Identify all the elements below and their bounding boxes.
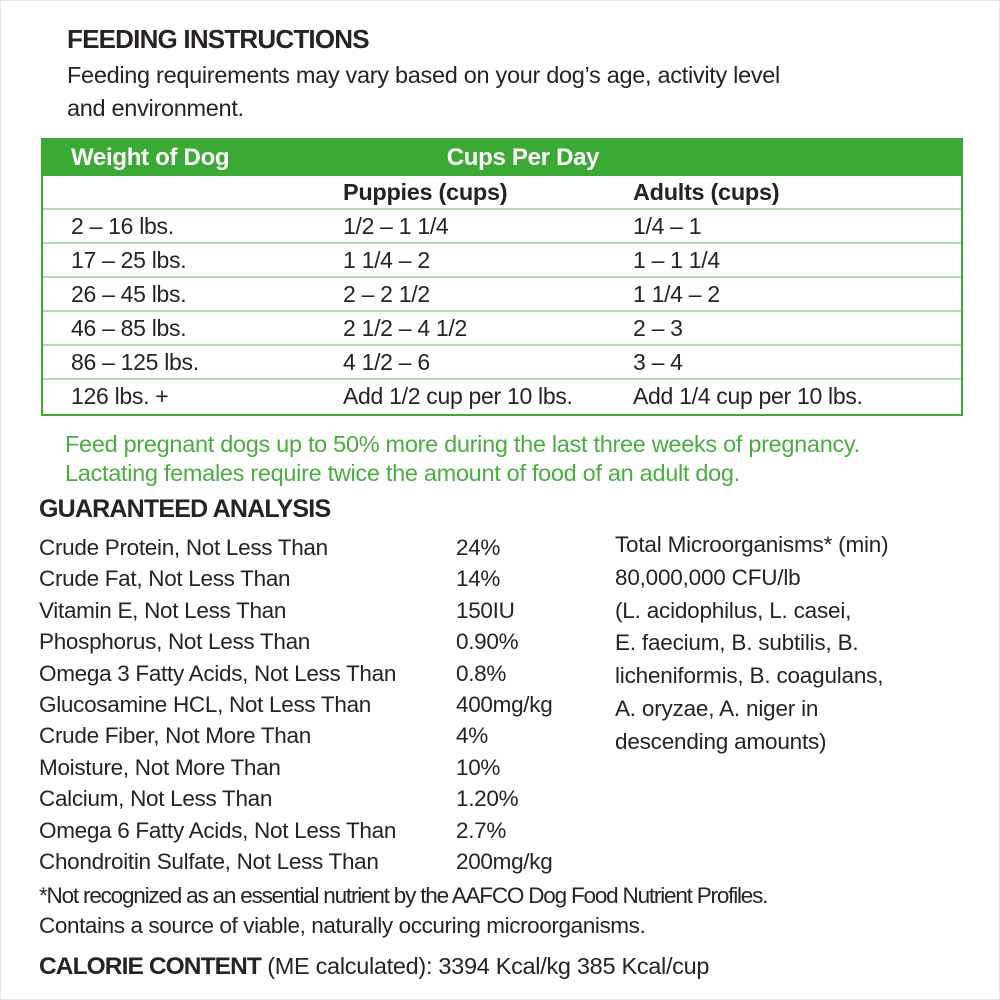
intro-line-2: and environment. [67,95,244,121]
adults-cell: 1/4 – 1 [633,213,702,239]
analysis-label: Crude Fiber, Not More Than [39,723,311,749]
puppies-column-header: Puppies (cups) [343,179,508,205]
analysis-row [39,752,609,783]
analysis-value: 200mg/kg [456,848,553,874]
puppies-cell: 2 1/2 – 4 1/2 [343,315,467,341]
analysis-label: Crude Fat, Not Less Than [39,566,291,592]
microorganisms-line: licheniformis, B. coagulans, [615,663,884,689]
feeding-instructions-title: FEEDING INSTRUCTIONS [67,24,369,54]
analysis-value: 0.90% [456,629,519,655]
puppies-cell: 1 1/4 – 2 [343,247,430,273]
microorganisms-line: E. faecium, B. subtilis, B. [615,630,859,656]
weight-cell: 46 – 85 lbs. [71,315,187,341]
pregnancy-note [65,430,860,487]
analysis-row [39,815,609,846]
weight-cell: 17 – 25 lbs. [71,247,187,273]
analysis-label: Glucosamine HCL, Not Less Than [39,691,371,717]
adults-cell: 2 – 3 [633,315,683,341]
analysis-value: 2.7% [456,817,507,843]
puppies-cell: Add 1/2 cup per 10 lbs. [343,383,573,409]
microorganisms-line: 80,000,000 CFU/lb [615,564,801,590]
calorie-content [39,953,709,981]
intro-line-1: Feeding requirements may vary based on your dog’s age, activity level [67,62,780,88]
analysis-label: Calcium, Not Less Than [39,786,273,812]
weight-cell: 2 – 16 lbs. [71,213,174,239]
feeding-table-subheader [43,176,961,210]
analysis-row [39,595,609,626]
analysis-row [39,658,609,689]
analysis-row [39,532,609,563]
analysis-row [39,783,609,814]
analysis-row [39,626,609,657]
table-row [43,278,961,312]
table-row [43,244,961,278]
analysis-row [39,563,609,594]
microorganisms-line: Total Microorganisms* (min) [615,532,889,557]
microorganisms-line: (L. acidophilus, L. casei, [615,597,852,623]
analysis-label: Moisture, Not More Than [39,754,281,780]
puppies-cell: 2 – 2 1/2 [343,281,430,307]
analysis-row [39,846,609,877]
table-row [43,312,961,346]
microorganisms-line: descending amounts) [615,728,827,754]
pregnancy-note-line-2: Lactating females require twice the amount of food of an adult dog. [65,459,740,486]
weight-cell: 126 lbs. + [71,383,169,409]
adults-cell: 3 – 4 [633,349,683,375]
guaranteed-analysis-list [39,532,609,877]
footnote-line-2: Contains a source of viable, naturally occuring microorganisms. [39,913,646,938]
analysis-value: 10% [456,754,501,780]
analysis-row [39,720,609,751]
weight-cell: 86 – 125 lbs. [71,349,199,375]
calorie-content-title: CALORIE CONTENT [39,953,261,980]
analysis-value: 0.8% [456,660,507,686]
analysis-label: Phosphorus, Not Less Than [39,629,311,655]
calorie-content-detail: (ME calculated): 3394 Kcal/kg 385 Kcal/cup [260,953,710,979]
adults-column-header: Adults (cups) [633,179,780,205]
guaranteed-analysis-title: GUARANTEED ANALYSIS [39,495,331,523]
pregnancy-note-line-1: Feed pregnant dogs up to 50% more during the last three weeks of pregnancy. [65,431,860,457]
analysis-row [39,689,609,720]
analysis-label: Chondroitin Sulfate, Not Less Than [39,848,379,874]
adults-cell: 1 – 1 1/4 [633,247,720,273]
weight-of-dog-header: Weight of Dog [71,144,230,171]
analysis-value: 14% [456,566,501,592]
analysis-value: 4% [456,723,488,749]
table-row [43,346,961,380]
table-row [43,210,961,244]
microorganisms-block [615,529,888,759]
analysis-value: 1.20% [456,786,519,812]
puppies-cell: 4 1/2 – 6 [343,349,430,375]
puppies-cell: 1/2 – 1 1/4 [343,213,449,239]
analysis-label: Vitamin E, Not Less Than [39,597,287,623]
analysis-label: Omega 6 Fatty Acids, Not Less Than [39,817,397,843]
adults-cell: Add 1/4 cup per 10 lbs. [633,383,863,409]
analysis-label: Omega 3 Fatty Acids, Not Less Than [39,660,397,686]
cups-per-day-header: Cups Per Day [446,144,600,171]
aafco-footnote [39,881,767,941]
feeding-table [41,138,963,416]
analysis-value: 150IU [456,597,515,623]
footnote-line-1: *Not recognized as an essential nutrient by the AAFCO Dog Food Nutrient Profiles. [39,883,768,908]
analysis-value: 24% [456,535,501,560]
feeding-instructions-intro [67,59,780,125]
analysis-label: Crude Protein, Not Less Than [39,535,328,560]
microorganisms-line: A. oryzae, A. niger in [615,695,819,721]
table-row [43,380,961,414]
feeding-table-header [43,140,961,176]
adults-cell: 1 1/4 – 2 [633,281,720,307]
analysis-value: 400mg/kg [456,691,553,717]
weight-cell: 26 – 45 lbs. [71,281,187,307]
